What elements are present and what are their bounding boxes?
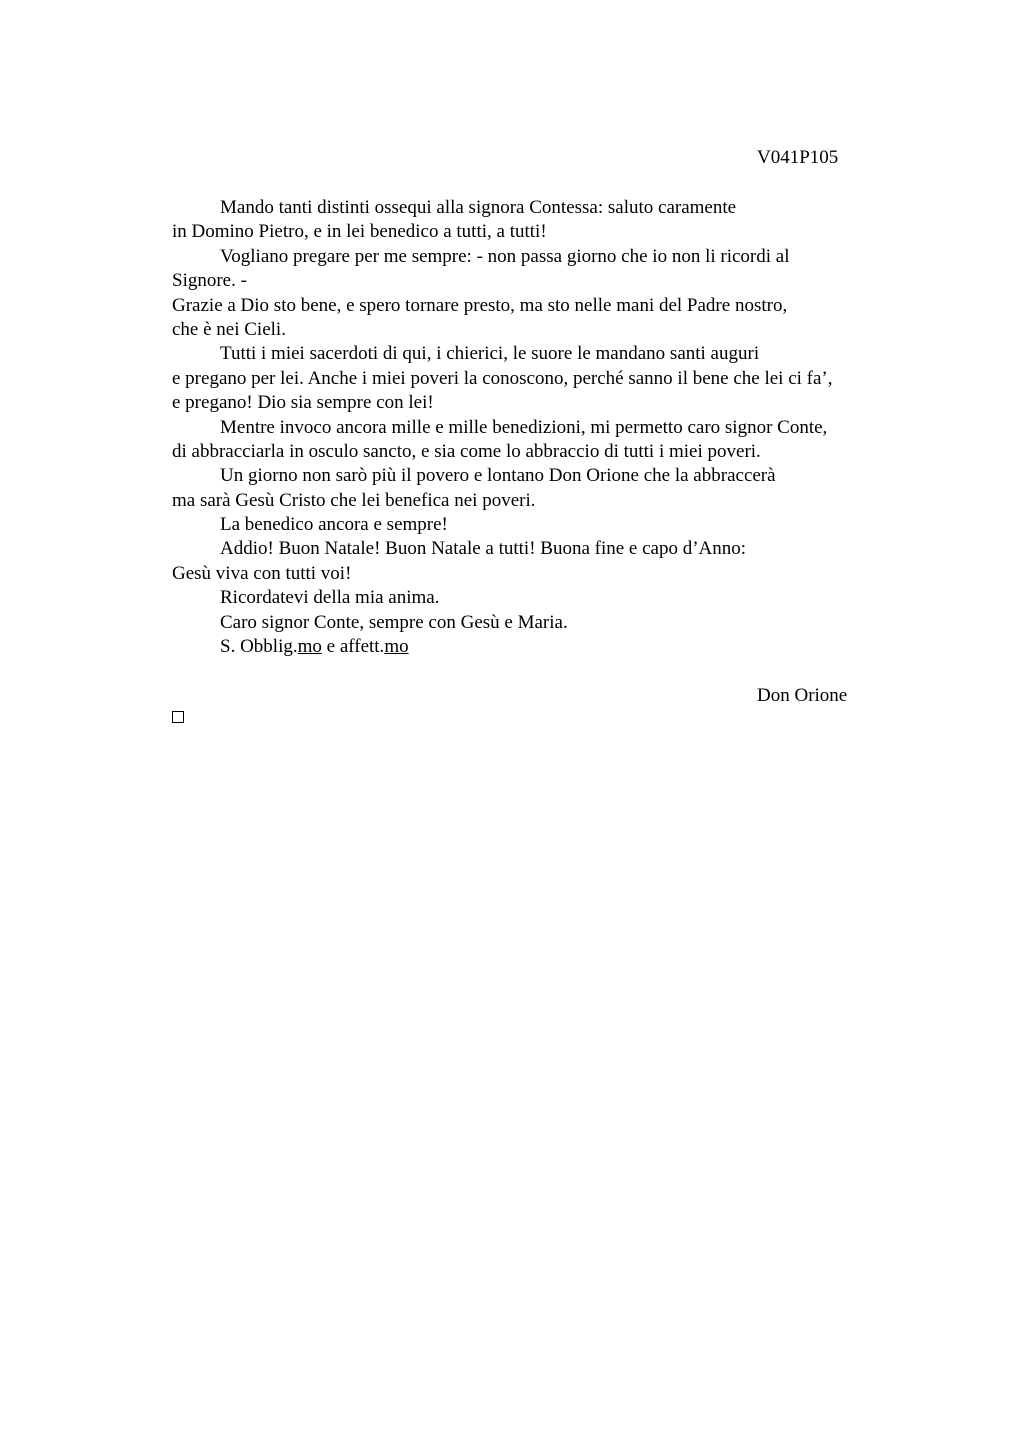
letter-line: di abbracciarla in osculo sancto, e sia come lo abbraccio di tutti i miei poveri. (172, 440, 761, 462)
letter-line: in Domino Pietro, e in lei benedico a tutti, a tutti! (172, 221, 547, 243)
closing-abbrev-2: mo (384, 636, 409, 658)
closing-prefix: S. Obblig. (220, 636, 298, 658)
letter-line: Gesù viva con tutti voi! (172, 562, 352, 584)
letter-line: e pregano! Dio sia sempre con lei! (172, 392, 434, 414)
letter-line: Tutti i miei sacerdoti di qui, i chierici, le suore le mandano santi auguri (220, 343, 760, 365)
letter-line: Un giorno non sarò più il povero e lontano Don Orione che la abbraccerà (220, 465, 776, 487)
letter-line: Signore. - (172, 270, 247, 292)
document-reference: V041P105 (757, 147, 839, 168)
letter-body (172, 196, 902, 659)
letter-line: Mentre invoco ancora mille e mille benedizioni, mi permetto caro signor Conte, (220, 416, 828, 438)
closing-line (172, 635, 902, 659)
letter-line: Addio! Buon Natale! Buon Natale a tutti! Buona fine e capo d’Anno: (220, 538, 747, 560)
signature: Don Orione (757, 685, 848, 706)
letter-line: Ricordatevi della mia anima. (220, 587, 440, 609)
closing-middle: e affett. (321, 636, 385, 658)
letter-line: e pregano per lei. Anche i miei poveri la conoscono, perché sanno il bene che lei ci fa’, (172, 367, 833, 389)
letter-line: Vogliano pregare per me sempre: - non passa giorno che io non li ricordi al (220, 245, 790, 267)
letter-line: Mando tanti distinti ossequi alla signora Contessa: saluto caramente (220, 197, 737, 218)
closing-abbrev-1: mo (297, 636, 322, 658)
letter-line: Caro signor Conte, sempre con Gesù e Maria. (220, 611, 568, 633)
letter-line: Grazie a Dio sto bene, e spero tornare presto, ma sto nelle mani del Padre nostro, (172, 294, 788, 316)
letter-line: La benedico ancora e sempre! (220, 514, 448, 536)
letter-line: che è nei Cieli. (172, 318, 286, 340)
letter-line: ma sarà Gesù Cristo che lei benefica nei poveri. (172, 489, 536, 511)
empty-square-icon (172, 711, 184, 723)
